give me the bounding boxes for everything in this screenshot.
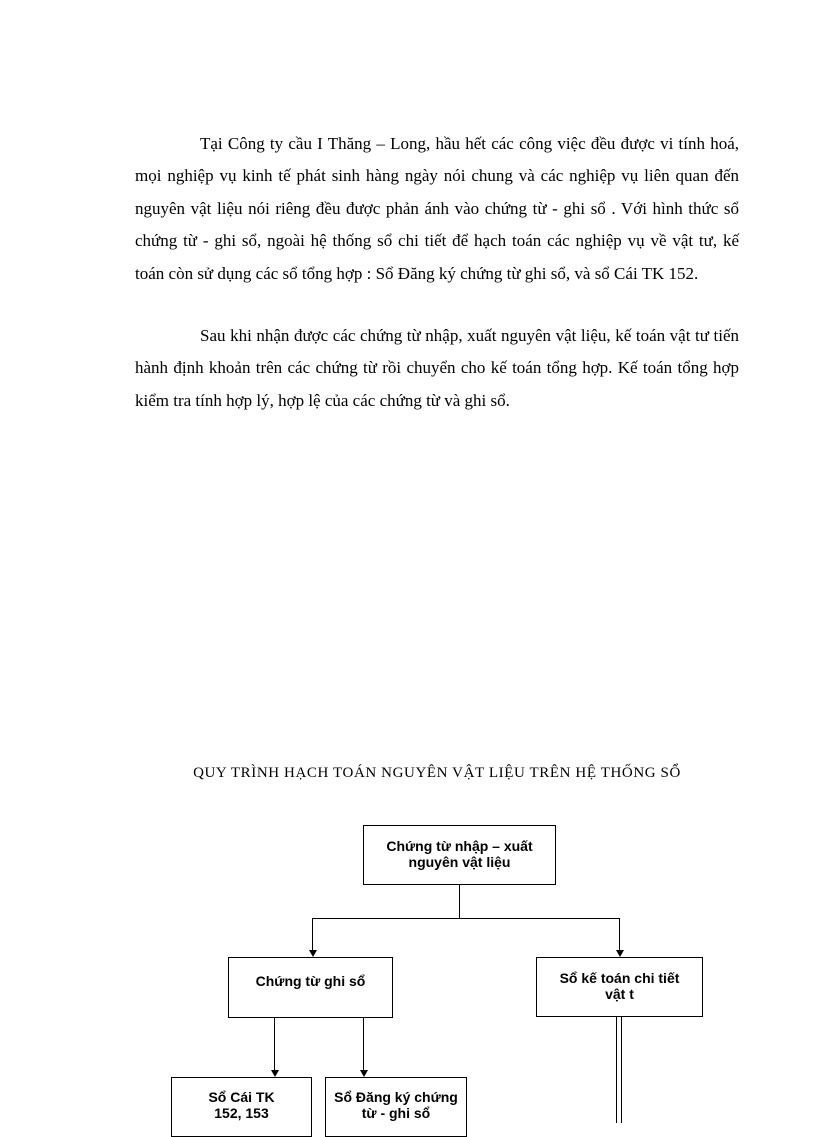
diagram-title: QUY TRÌNH HẠCH TOÁN NGUYÊN VẬT LIỆU TRÊN HỆ THỐNG SỔ [193, 765, 681, 781]
register-box: Sổ Đăng ký chứng từ - ghi sổ [325, 1077, 467, 1137]
double-line-left [616, 1017, 617, 1123]
general-ledger-box: Sổ Cái TK 152, 153 [171, 1077, 312, 1137]
voucher-box: Chứng từ ghi sổ [228, 957, 393, 1018]
connector-right [619, 918, 620, 950]
source-documents-box: Chứng từ nhập – xuất nguyên vật liệu [363, 825, 556, 885]
arrow-to-register [360, 1070, 368, 1077]
process-paragraph: Sau khi nhận được các chứng từ nhập, xuất nguyên vật liệu, kế toán vật tư tiến hành định khoản trên các chứng từ rồi chuyển cho kế toán tổng hợp. Kế toán tổng hợp kiểm tra tính hợp lý, hợp lệ của các chứng từ và ghi sổ. [135, 326, 739, 410]
connector-voucher-ledger [274, 1018, 275, 1070]
connector-left [312, 918, 313, 950]
arrow-to-ledger [271, 1070, 279, 1077]
double-line-right [621, 1017, 622, 1123]
connector-down [459, 885, 460, 919]
detail-ledger-box: Sổ kế toán chi tiết vật t [536, 957, 703, 1017]
arrow-to-voucher [309, 950, 317, 957]
connector-voucher-register [363, 1018, 364, 1070]
arrow-to-detail [616, 950, 624, 957]
connector-horizontal [312, 918, 620, 919]
intro-paragraph: Tại Công ty cầu I Thăng – Long, hầu hết các công việc đều được vi tính hoá, mọi nghiệp vụ kinh tế phát sinh hàng ngày nói chung và các nghiệp vụ liên quan đến nguyên vật liệu nói riêng đều được phản ánh vào chứng từ - ghi sổ . Với hình thức sổ chứng từ - ghi sổ, ngoài hệ thống sổ chi tiết để hạch toán các nghiệp vụ về vật tư, kế toán còn sử dụng các sổ tổng hợp : Sổ Đăng ký chứng từ ghi sổ, và sổ Cái TK 152. [135, 134, 739, 283]
